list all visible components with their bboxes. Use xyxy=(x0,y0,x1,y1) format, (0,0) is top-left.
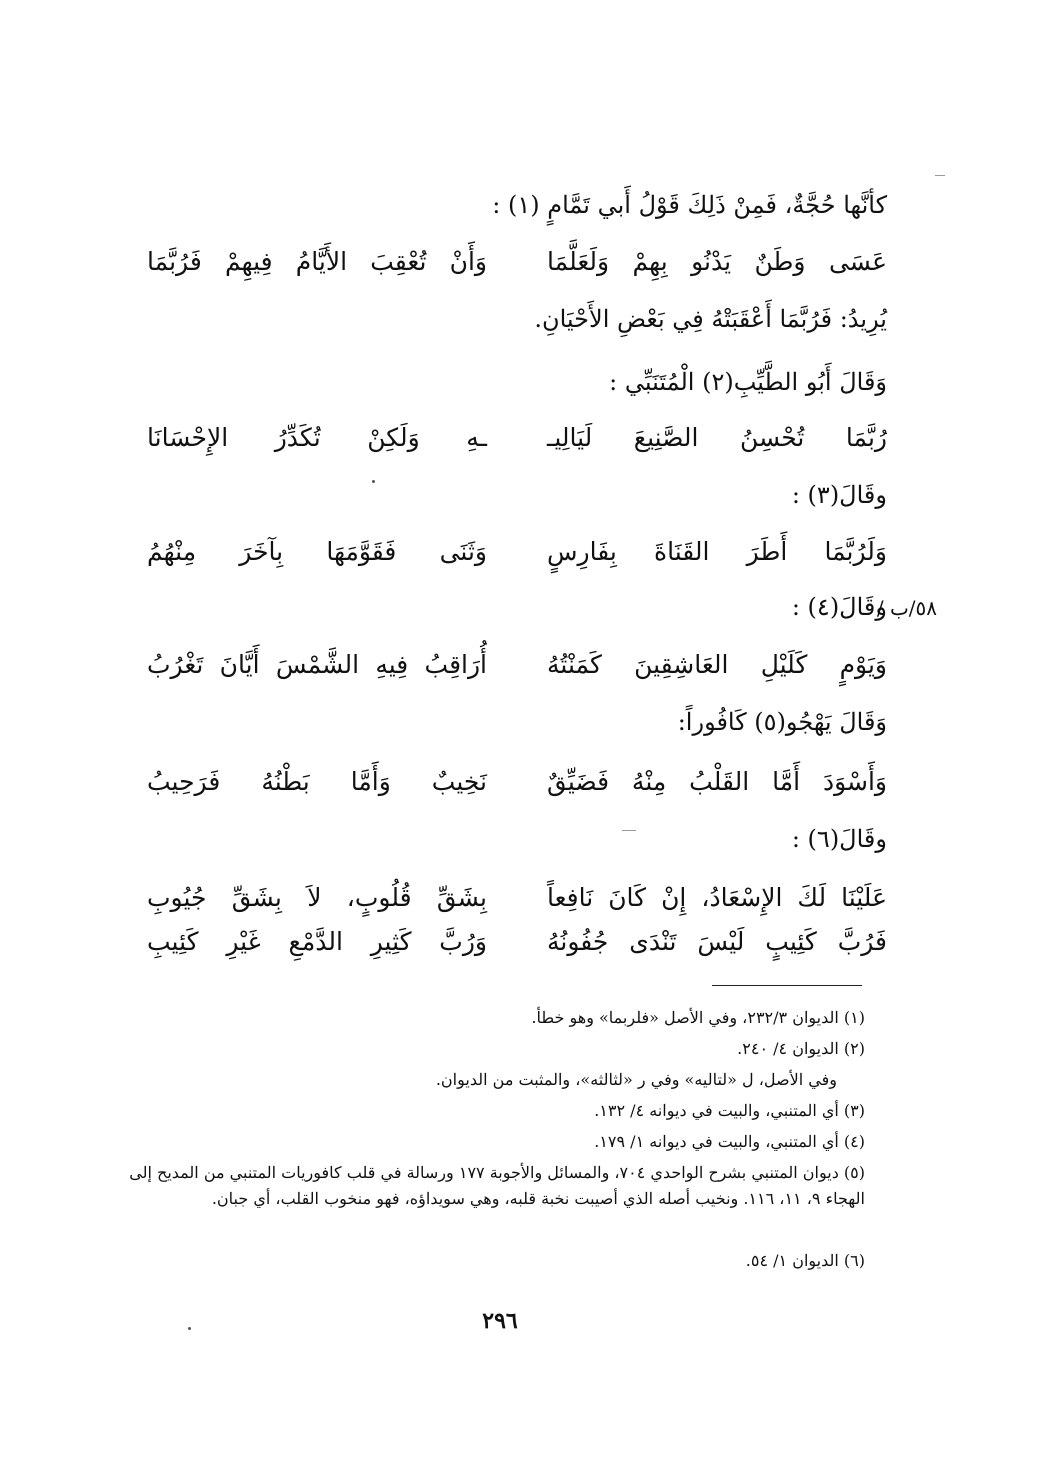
page-number: ٢٩٦ xyxy=(482,1308,518,1334)
verse-3 xyxy=(147,532,887,572)
verse-6 xyxy=(147,878,887,918)
verse-2 xyxy=(147,418,887,458)
verse-5-first-hemistich: وَأَسْوَدَ أَمَّا القَلْبُ مِنْهُ فَضَيِّقٌ xyxy=(547,767,887,796)
verse-4-second-hemistich: أُرَاقِبُ فِيهِ الشَّمْسَ أَيَّانَ تَغْرُبُ xyxy=(147,650,487,679)
attribution-line-5: وَقَالَ يَهْجُو(٥) كَافُوراً: xyxy=(677,708,887,736)
intro-line: كأنَّها حُجَّةٌ، فَمِنْ ذَلِكَ قَوْلُ أَبي تَمَّامٍ (١) : xyxy=(492,191,887,219)
attribution-line-4: وقَالَ(٤) : xyxy=(791,593,887,621)
verse-4 xyxy=(147,645,887,685)
verse-1-second-hemistich: وَأَنْ تُعْقِبَ الأَيَّامُ فِيهِمْ فَرُبَّمَا xyxy=(147,247,487,276)
verse-1 xyxy=(147,242,887,282)
verse-5-second-hemistich: نَخِيبٌ وَأَمَّا بَطْنُهُ فَرَحِيبُ xyxy=(147,767,487,796)
attribution-mutanabbi: وَقَالَ أَبُو الطَّيِّبِ(٢) الْمُتَنَبِّي : xyxy=(609,368,887,396)
footnote-separator xyxy=(712,985,862,986)
verse-7-second-hemistich: وَرُبَّ كَثِيرِ الدَّمْعِ غَيْرِ كَئِيبِ xyxy=(147,927,487,956)
verse-2-first-hemistich: رُبَّمَا تُحْسِنُ الصَّنِيعَ لَيَالِيـ xyxy=(547,423,887,452)
verse-1-first-hemistich: عَسَى وَطَنٌ يَدْنُو بِهِمْ وَلَعَلَّمَا xyxy=(547,247,887,276)
explanation-line: يُرِيدُ: فَرُبَّمَا أَعْقَبَتْهُ فِي بَعْضِ الأَحْيَانِ. xyxy=(534,305,887,333)
verse-7-first-hemistich: فَرُبَّ كَئِيبٍ لَيْسَ تَنْدَى جُفُونُهُ xyxy=(547,927,887,956)
footnote-6: (٦) الديوان ١/ ٥٤. xyxy=(745,1251,865,1270)
footnote-2: (٢) الديوان ٤/ ٢٤٠. xyxy=(737,1039,865,1058)
verse-4-first-hemistich: وَيَوْمٍ كَلَيْلِ العَاشِقِينَ كَمَنْتُهُ xyxy=(547,650,887,679)
scan-speck xyxy=(935,175,945,176)
verse-7 xyxy=(147,922,887,962)
attribution-line-3: وقَالَ(٣) : xyxy=(791,481,887,509)
verse-6-first-hemistich: عَلَيْنَا لَكَ الإِسْعَادُ، إِنْ كَانَ نَافِعاً xyxy=(547,883,887,912)
footnote-4: (٤) أي المتنبي، والبيت في ديوانه ١/ ١٧٩. xyxy=(594,1132,865,1151)
verse-2-second-hemistich: ـهِ وَلَكِنْ تُكَدِّرُ الإِحْسَانَا xyxy=(147,423,487,452)
footnote-5: (٥) ديوان المتنبي بشرح الواحدي ٧٠٤، والمسائل والأجوبة ١٧٧ ورسالة في قلب كافوريات المتنبي من المديح إلى الهجاء ٩، ١١، ١١٦. ونخيب أصله الذي أصيبت نخبة قلبه، وهي سويداؤه، فهو منخوب القلب، أي جبان. xyxy=(129,1163,865,1208)
footnote-1: (١) الديوان ٢٣٢/٣، وفي الأصل «فلربما» وهو خطأ. xyxy=(531,1008,865,1027)
verse-3-second-hemistich: وَثَنَى فَقَوَّمَهَا بِآخَرَ مِنْهُمُ xyxy=(147,537,487,566)
footnote-2-continuation: وفي الأصل، ل «لتاليه» وفي ر «لثالثه»، والمثبت من الديوان. xyxy=(435,1070,837,1089)
attribution-line-6: وقَالَ(٦) : xyxy=(791,825,887,853)
verse-5 xyxy=(147,762,887,802)
scan-speck xyxy=(188,1327,191,1330)
verse-6-second-hemistich: بِشَقِّ قُلُوبٍ، لاَ بِشَقِّ جُيُوبِ xyxy=(147,883,487,912)
manuscript-folio-marker: ٥٨/ب / xyxy=(876,596,937,620)
verse-3-first-hemistich: وَلَرُبَّمَا أَطَرَ القَنَاةَ بِفَارِسٍ xyxy=(547,537,887,566)
footnote-3: (٣) أي المتنبي، والبيت في ديوانه ٤/ ١٣٢. xyxy=(594,1101,865,1120)
scan-speck xyxy=(622,830,636,831)
scan-speck xyxy=(372,480,375,483)
